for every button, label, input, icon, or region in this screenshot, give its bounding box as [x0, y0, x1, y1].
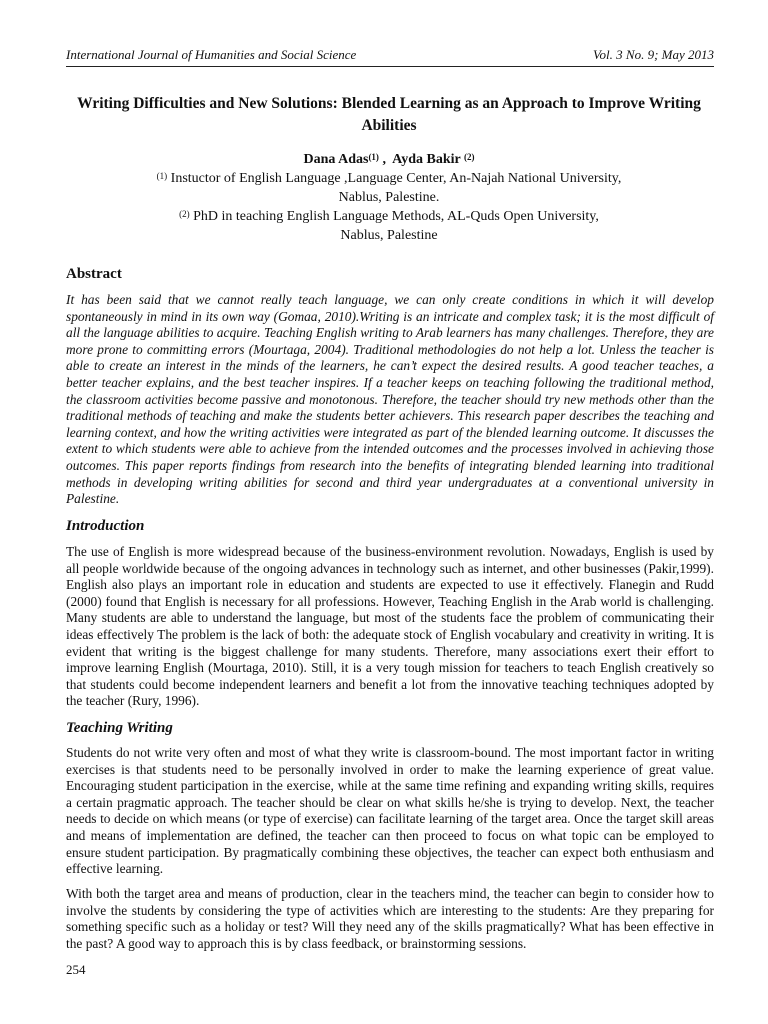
affiliation-2-line1: PhD in teaching English Language Methods, AL-Quds Open University,	[189, 209, 599, 224]
affiliation-1-sup: (1)	[156, 171, 168, 181]
author-names	[70, 150, 708, 169]
affiliation-1	[70, 169, 708, 188]
teaching-writing-heading: Teaching Writing	[66, 720, 173, 736]
teaching-writing-para1: Students do not write very often and most of what they write is classroom-bound. The most important factor in writing exercises is that students need to be personally involved in order to make the learning experience of great value. Encouraging student participation in the exercise, while at the same time refining and expanding writing skills, requires a certain pragmatic approach. The teacher should be clear on what skills he/she is trying to develop. Next, the teacher needs to decide on which means (or type of exercise) can facilitate learning of the target area. Once the target skill areas and means of implementation are defined, the teacher can then proceed to focus on what topic can be employed to ensure student participation. By pragmatically combining these objectives, the teacher can expect both enthusiasm and effective learning.	[66, 745, 714, 877]
teaching-writing-para2: With both the target area and means of production, clear in the teachers mind, the teacher can begin to consider how to involve the students by considering the type of activities which are interesting to the students: Are they preparing for something specific such as a holiday or test? Will they need any of the skills pragmatically? What has been effective in the past? A good way to approach this is by class feedback, or brainstorming sessions.	[66, 886, 714, 951]
affiliation-1-line2: Nablus, Palestine.	[338, 190, 440, 205]
author-block	[70, 150, 708, 245]
author-1: Dana Adas	[303, 152, 369, 167]
abstract-heading: Abstract	[66, 266, 122, 282]
journal-name: International Journal of Humanities and Social Science	[66, 47, 357, 62]
introduction-heading: Introduction	[66, 518, 145, 534]
author-separator: ,	[378, 152, 393, 167]
affiliation-2	[70, 207, 708, 226]
introduction-text: The use of English is more widespread because of the business-environment revolution. Nowadays, English is used by all people worldwide because of the ongoing advances in technology such as internet, and other businesses (Pakir,1999). English also plays an important role in education and students are expected to use it effectively. Flanegin and Rudd (2000) found that English is necessary for all professions. However, Teaching English in the Arab world is challenging. Many students are able to understand the language, but most of the students face the problem of communicating their ideas effectively The problem is the lack of both: the adequate stock of English vocabulary and creativity in writing. It is evident that writing is the biggest challenge for many students. Therefore, many associations exert their effort to improve learning English (Mourtaga, 2010). Still, it is a very tough mission for teachers to teach English creatively so that students could become independent learners and benefit a lot from the innovative teaching techniques adopted by the teacher (Rury, 1996).	[66, 544, 714, 709]
author-2-sup: (2)	[464, 152, 475, 162]
abstract-text: It has been said that we cannot really teach language, we can only create conditions in which it will develop spontaneously in mind in its own way (Gomaa, 2010).Writing is an intricate and complex task; it is the most difficult of all the language abilities to acquire. Teaching English writing to Arab learners has many challenges. Therefore, they are more prone to committing errors (Mourtaga, 2004). Traditional methodologies do not help a lot. Unless the teacher is able to create an interest in the minds of the learners, he can’t expect the desired results. A good teacher teaches, a better teacher explains, and the best teacher inspires. If a teacher keeps on teaching following the traditional method, the classroom activities become passive and monotonous. Therefore, the teacher should try new methods other than the traditional methods of teaching and make the students better achievers. This research paper describes the teaching and learning context, and how the writing activities were integrated as part of the blended learning outcome. It discusses the extent to which students were able to achieve from the intended outcomes and the processes involved in achieving those outcomes. This paper reports findings from research into the benefits of integrating blended learning into traditional methods in developing writing abilities for second and third year undergraduates at a conventional university in Palestine.	[66, 292, 714, 507]
paper-title: Writing Difficulties and New Solutions: Blended Learning as an Approach to Improve Writing Abilities	[77, 95, 701, 134]
affiliation-1-line1: Instuctor of English Language ,Language Center, An-Najah National University,	[167, 171, 622, 186]
affiliation-2-sup: (2)	[179, 209, 190, 219]
page-number: 254	[66, 962, 86, 977]
running-header	[66, 47, 714, 67]
author-1-sup: (1)	[368, 152, 379, 162]
volume-info: Vol. 3 No. 9; May 2013	[593, 47, 714, 62]
affiliation-2-line2: Nablus, Palestine	[340, 228, 438, 243]
author-2: Ayda Bakir	[392, 152, 461, 167]
